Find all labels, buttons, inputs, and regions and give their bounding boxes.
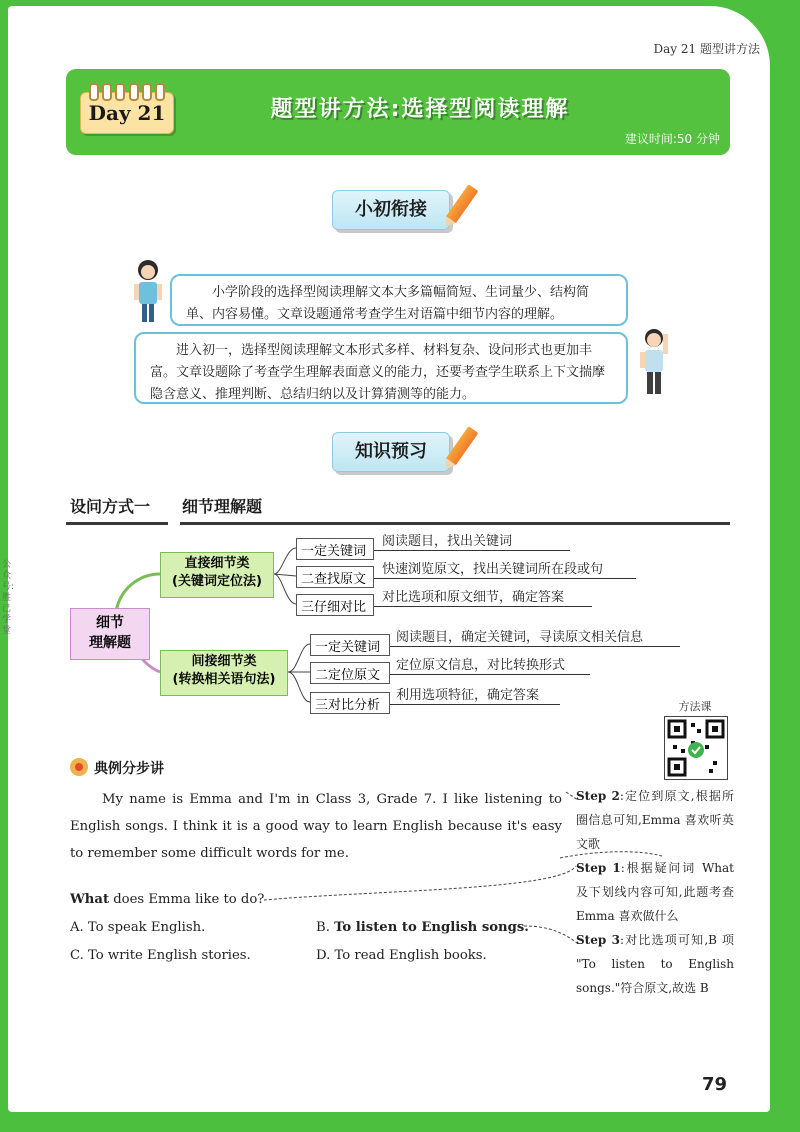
question-type-name: 细节理解题: [182, 497, 263, 516]
indirect-step-3-desc: 利用选项特征，确定答案: [396, 688, 540, 703]
branch-indirect: 间接细节类 (转换相关语句法): [160, 650, 288, 696]
direct-step-3-desc: 对比选项和原文细节，确定答案: [382, 590, 565, 605]
option-b: B. To listen to English songs.: [316, 920, 529, 935]
banner-title: 题型讲方法:选择型阅读理解: [270, 97, 570, 122]
section-pill-preview: 知识预习: [332, 432, 450, 472]
option-a: A. To speak English.: [70, 920, 206, 935]
side-watermark: 公众号:胜己学堂: [2, 560, 15, 636]
mindmap-root: 细节 理解题: [70, 608, 150, 660]
indirect-step-1-desc: 阅读题目，确定关键词，寻读原文相关信息: [396, 630, 644, 645]
direct-step-1: 一定关键词: [296, 538, 374, 560]
bubble-junior: 进入初一，选择型阅读理解文本形式多样、材料复杂、设问形式也更加丰富。文章设题除了考查学生理解表面意义的能力，还要考查学生联系上下文揣摩隐含意义、推理判断、总结归纳以及计算猜测等的能力。: [134, 332, 628, 404]
qr-code-icon[interactable]: [664, 716, 728, 780]
section-pill-bridge: 小初衔接: [332, 190, 450, 230]
direct-step-2: 二查找原文: [296, 566, 374, 588]
step-3: Step 3:对比选项可知,B 项 "To listen to English songs."符合原文,故选 B: [576, 933, 735, 995]
indirect-step-3: 三对比分析: [310, 692, 390, 714]
example-passage: My name is Emma and I'm in Class 3, Grade 7. I like listening to English songs. I think it is a good way to learn English because it's easy to remember some difficult words for me.: [70, 792, 562, 861]
target-icon: [70, 758, 88, 776]
running-header: Day 21 题型讲方法: [653, 42, 760, 56]
day-label: Day 21: [88, 101, 166, 125]
option-c: C. To write English stories.: [70, 948, 251, 963]
question-text: What does Emma like to do?: [70, 892, 265, 907]
indirect-step-1: 一定关键词: [310, 634, 390, 656]
branch-direct: 直接细节类 (关键词定位法): [160, 552, 274, 598]
step-1: Step 1:根据疑问词 What 及下划线内容可知,此题考查 Emma 喜欢做什么: [576, 861, 734, 923]
step-explanations: [576, 784, 734, 1000]
direct-step-3: 三仔细对比: [296, 594, 374, 616]
direct-step-1-desc: 阅读题目，找出关键词: [382, 534, 513, 549]
option-d: D. To read English books.: [316, 948, 487, 963]
qr-label: 方法课: [678, 700, 712, 713]
question-type-label: 设问方式一: [70, 497, 151, 516]
indirect-step-2: 二定位原文: [310, 662, 390, 684]
suggested-time: 建议时间:50 分钟: [624, 132, 720, 146]
bubble-primary: 小学阶段的选择型阅读理解文本大多篇幅简短、生词量少、结构简单、内容易懂。文章设题通常考查学生对语篇中细节内容的理解。: [170, 274, 628, 326]
step-2: Step 2:定位到原文,根据所圈信息可知,Emma 喜欢听英文歌: [576, 789, 735, 851]
example-heading: 典例分步讲: [70, 758, 164, 778]
direct-step-2-desc: 快速浏览原文，找出关键词所在段或句: [382, 562, 604, 577]
indirect-step-2-desc: 定位原文信息，对比转换形式: [396, 658, 566, 673]
page-number: 79: [702, 1074, 728, 1095]
